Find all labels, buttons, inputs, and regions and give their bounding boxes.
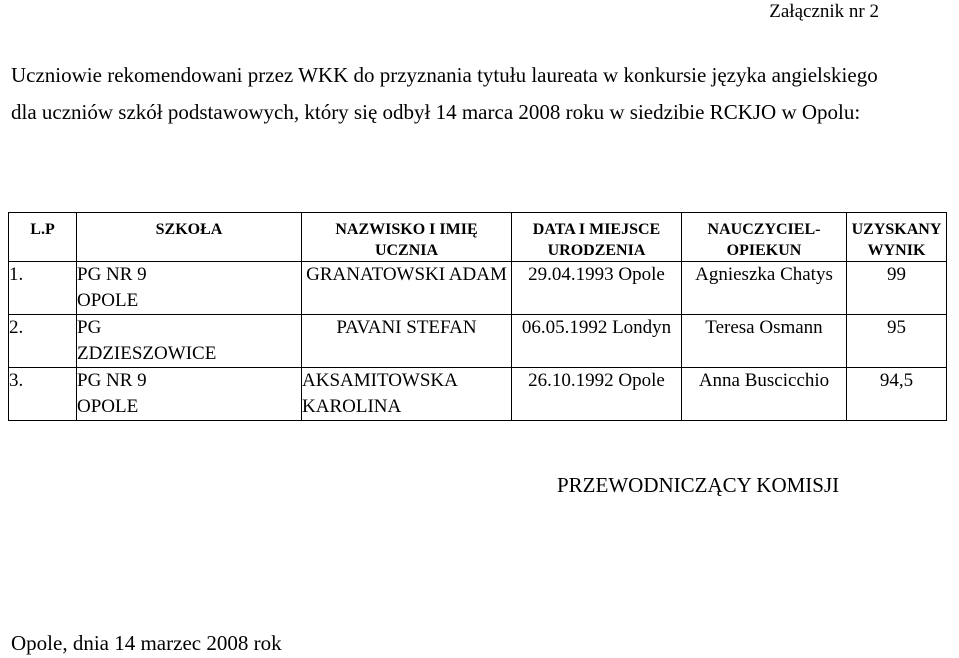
header-teacher: NAUCZYCIEL-OPIEKUN <box>682 213 847 262</box>
cell-teacher: Agnieszka Chatys <box>682 262 847 315</box>
cell-result: 95 <box>847 315 947 368</box>
cell-teacher: Teresa Osmann <box>682 315 847 368</box>
annex-label: Załącznik nr 2 <box>769 1 879 22</box>
cell-school <box>77 262 302 315</box>
cell-name: AKSAMITOWSKA KAROLINA <box>302 368 512 421</box>
school-name: PG NR 9 <box>77 370 147 391</box>
school-name: PG NR 9 <box>77 264 147 285</box>
cell-lp: 3. <box>9 368 77 421</box>
header-lp: L.P <box>9 213 77 262</box>
cell-result: 99 <box>847 262 947 315</box>
results-table <box>8 212 947 421</box>
place-date-line: Opole, dnia 14 marzec 2008 rok <box>11 631 282 655</box>
school-city: OPOLE <box>77 396 139 417</box>
header-result: UZYSKANY WYNIK <box>847 213 947 262</box>
table-row <box>9 262 947 315</box>
cell-school <box>77 315 302 368</box>
header-birth: DATA I MIEJSCE URODZENIA <box>512 213 682 262</box>
commission-signature-label: PRZEWODNICZĄCY KOMISJI <box>557 473 840 497</box>
cell-lp: 2. <box>9 315 77 368</box>
cell-teacher: Anna Buscicchio <box>682 368 847 421</box>
cell-birth: 29.04.1993 Opole <box>512 262 682 315</box>
table-header-row <box>9 213 947 262</box>
school-name: PG <box>77 317 102 338</box>
header-name: NAZWISKO I IMIĘ UCZNIA <box>302 213 512 262</box>
cell-birth: 26.10.1992 Opole <box>512 368 682 421</box>
cell-lp: 1. <box>9 262 77 315</box>
cell-school <box>77 368 302 421</box>
school-city: ZDZIESZOWICE <box>77 343 217 364</box>
table-row <box>9 315 947 368</box>
header-school: SZKOŁA <box>77 213 302 262</box>
cell-name: PAVANI STEFAN <box>302 315 512 368</box>
cell-result: 94,5 <box>847 368 947 421</box>
cell-name: GRANATOWSKI ADAM <box>302 262 512 315</box>
cell-birth: 06.05.1992 Londyn <box>512 315 682 368</box>
intro-paragraph: Uczniowie rekomendowani przez WKK do przyznania tytułu laureata w konkursie języka angielskiego dla uczniów szkół podstawowych, który się odbył 14 marca 2008 roku w siedzibie RCKJO w Opolu: <box>11 63 878 124</box>
table-row <box>9 368 947 421</box>
school-city: OPOLE <box>77 290 139 311</box>
